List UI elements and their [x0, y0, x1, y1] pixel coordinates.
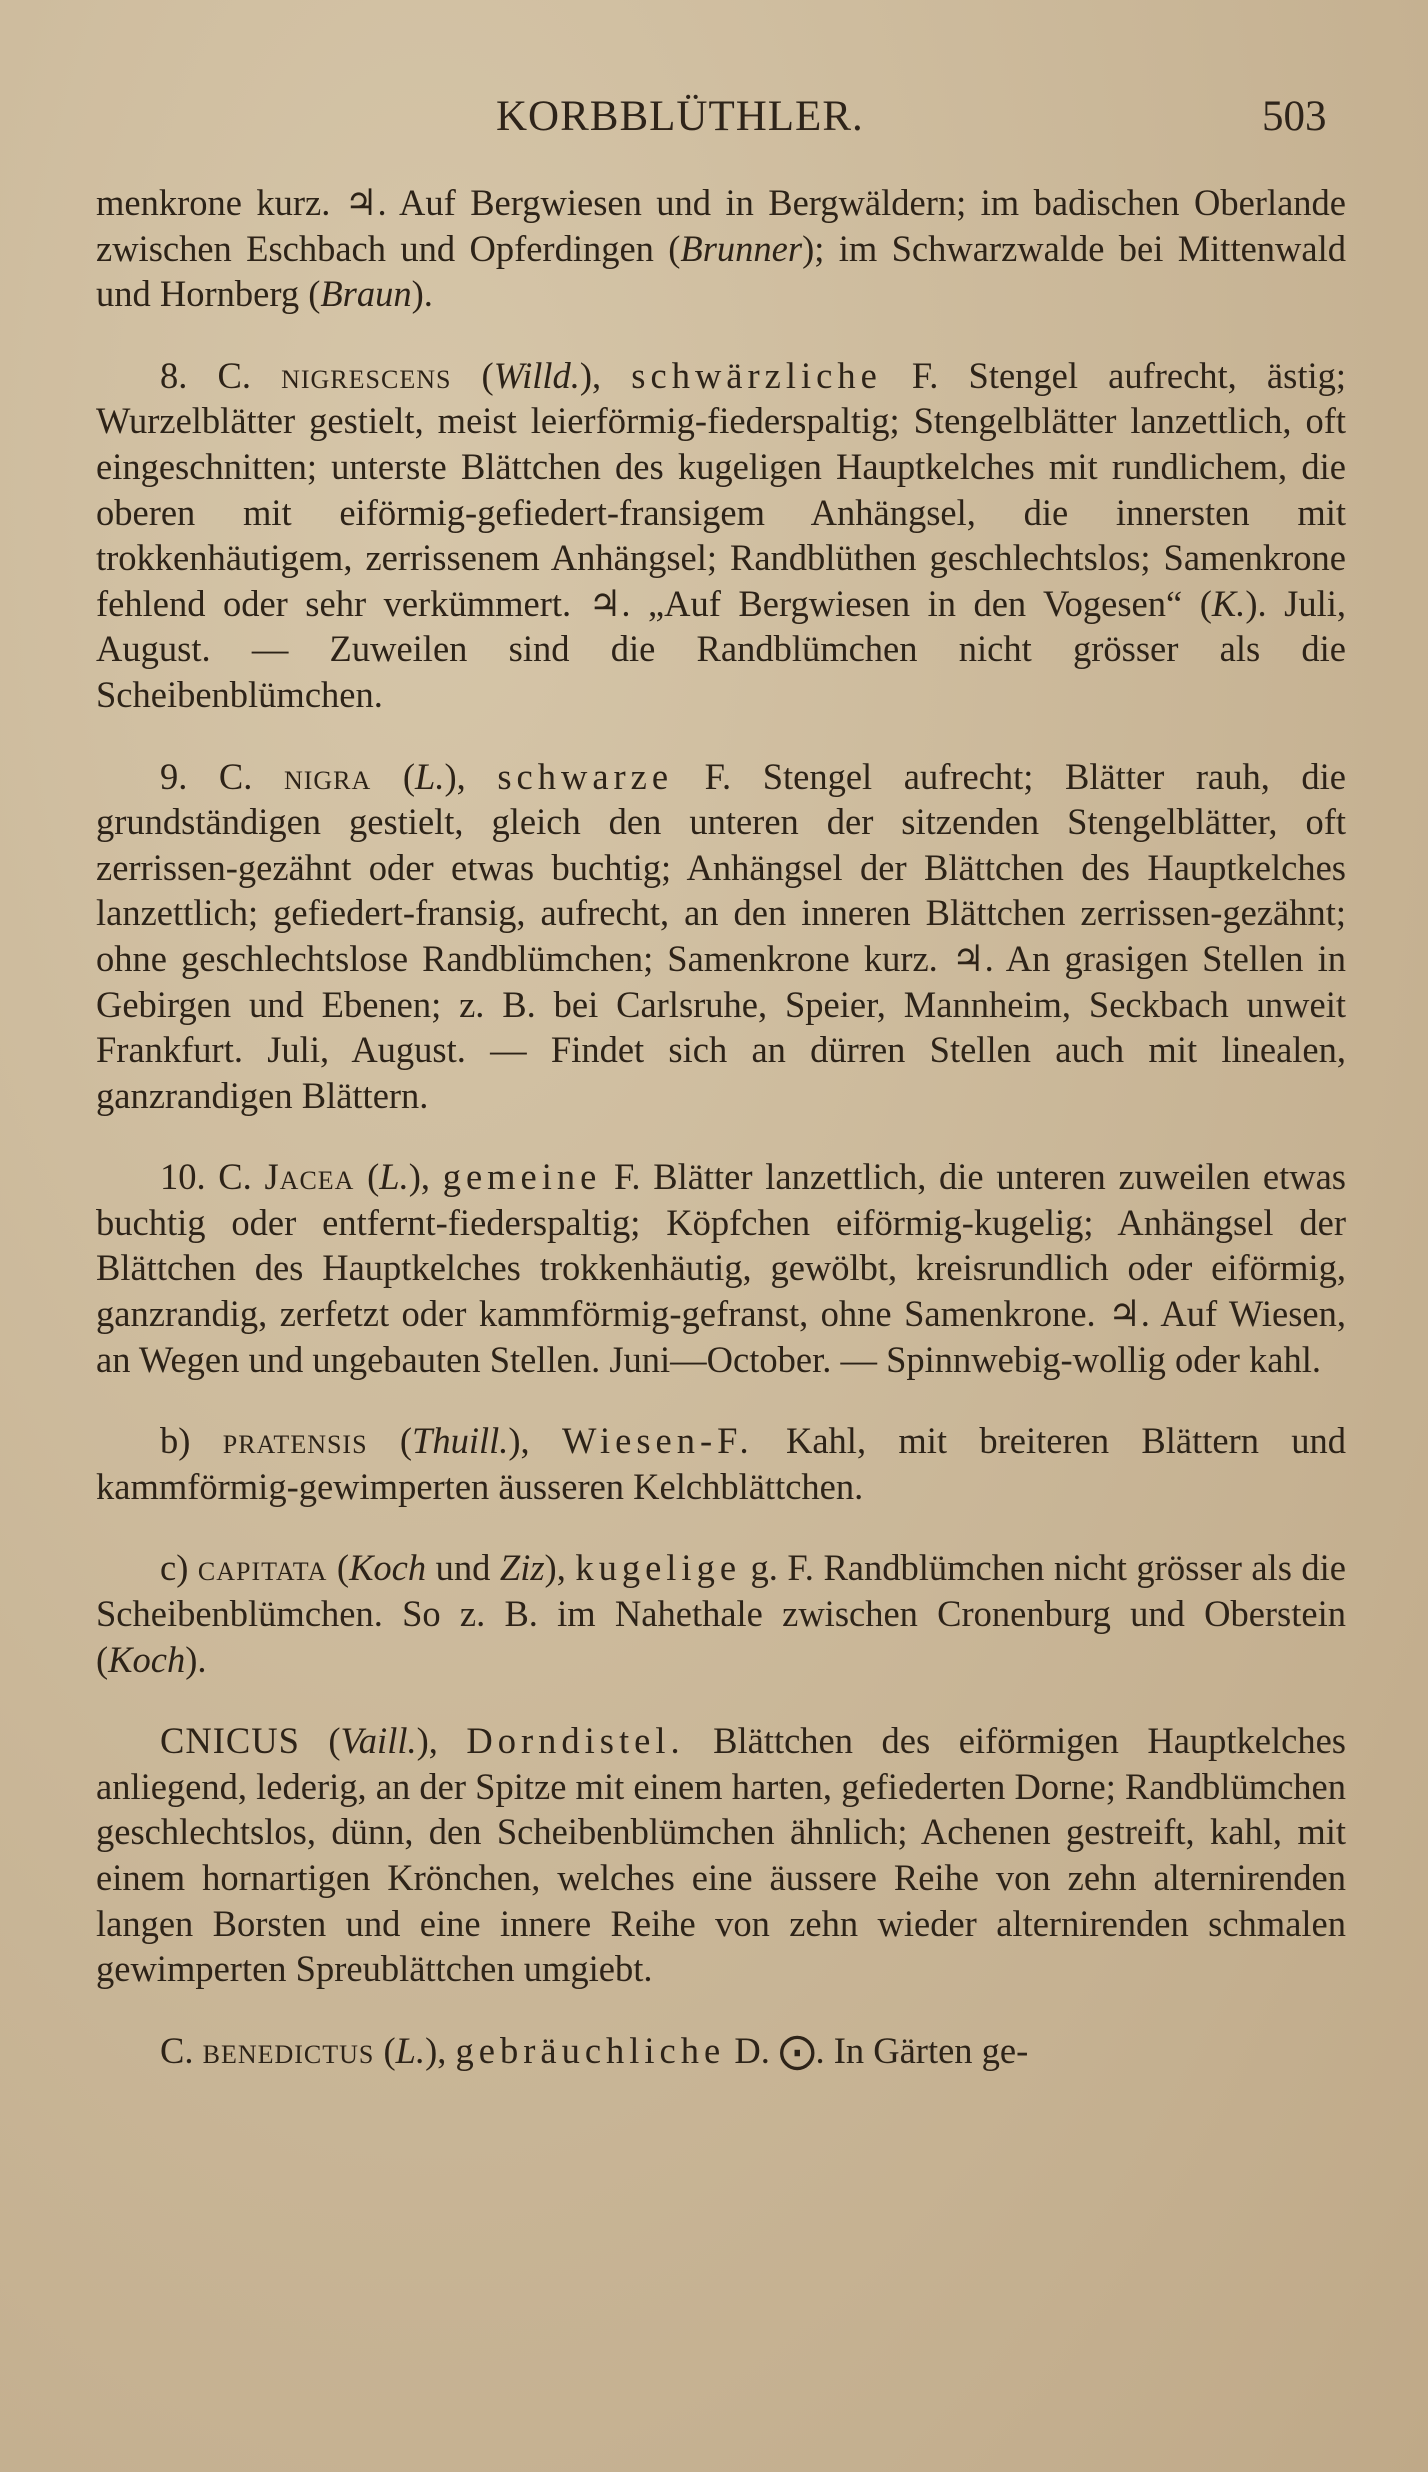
author-citation: Vaill. — [340, 1720, 417, 1762]
author-citation: L. — [379, 1156, 409, 1198]
text-run: ); im Schwarzwalde bei Mittenwald und Hornberg ( — [96, 227, 1346, 315]
running-title: KORBBLÜTHLER. — [496, 93, 864, 140]
text-run: ), — [408, 1156, 443, 1198]
species-name: benedictus — [202, 2029, 375, 2071]
species-entry-nigra — [96, 754, 1346, 1119]
page-number: 503 — [1262, 93, 1327, 140]
text-run: ( — [374, 2029, 396, 2071]
entry-number: 9. C. — [160, 755, 284, 797]
text-run: ), — [508, 1420, 563, 1462]
description-text: Blättchen des eiförmigen Hauptkelches anliegend, lederig, an der Spitze mit einem harten, gefiederten Dorne; Randblümchen geschlechtslos, dünn, den Scheibenblümchen ähnlich; Achenen gestreift, kahl, mit einem hornartigen Krönchen, welches eine äussere Reihe von zehn alternirenden langen Borsten und eine innere Reihe von zehn wieder alternirenden schmalen gewimperten Spreublättchen umgiebt. — [96, 1720, 1346, 1990]
description-text: ). Juli, August. — Zuweilen sind die Randblümchen nicht grösser als die Scheibenblümchen. — [96, 582, 1346, 715]
species-entry-benedictus — [96, 2028, 1346, 2074]
description-text: Kahl, mit breiteren Blättern und kammförmig-gewimperten äusseren Kelchblättchen. — [96, 1420, 1347, 1507]
text-run: ), — [444, 755, 498, 797]
variety-name: pratensis — [222, 1420, 368, 1462]
entry-number: 8. C. — [160, 354, 282, 396]
text-run: ( — [371, 755, 416, 797]
author-citation: K. — [1211, 582, 1246, 624]
species-name: nigra — [283, 755, 372, 797]
author-citation: L. — [415, 755, 445, 797]
species-entry-nigrescens — [96, 353, 1346, 718]
entry-number: 10. C. — [160, 1156, 265, 1198]
description-text: ). — [185, 1638, 207, 1680]
species-entry-jacea — [96, 1154, 1346, 1382]
author-citation: L. — [395, 2029, 426, 2071]
genus-name: CNICUS — [160, 1720, 300, 1762]
vernacular-name: Wiesen-F. — [562, 1420, 754, 1462]
vernacular-name: gebräuchliche — [455, 2029, 726, 2071]
variety-name: capitata — [197, 1547, 328, 1589]
entry-number: b) — [160, 1420, 223, 1462]
text-run: ), — [544, 1547, 576, 1589]
text-run: und — [426, 1547, 500, 1589]
text-run: ( — [451, 354, 494, 396]
description-text: F. Blätter lanzettlich, die unteren zuweilen etwas buchtig oder entfernt-fiederspaltig; Köpfchen eiförmig-kugelig; Anhängsel der Blättchen des Hauptkelches trokkenhäutig, gewölbt, kreisrundlich oder eiförmig, ganzrandig, zerfetzt oder kammförmig-gefranst, ohne Samenkrone. ♃. Auf Wiesen, an Wegen und ungebauten Stellen. Juni—October. — Spinnwebig-wollig oder kahl. — [96, 1156, 1346, 1380]
author-citation: Willd. — [493, 354, 580, 396]
text-run: ), — [416, 1720, 467, 1762]
text-run: ( — [354, 1156, 380, 1198]
text-run: ( — [299, 1720, 341, 1762]
body-text — [96, 180, 1346, 2073]
variety-entry-capitata — [96, 1545, 1346, 1682]
paragraph-continuation — [96, 180, 1346, 317]
author-citation: Thuill. — [412, 1420, 509, 1462]
author-citation: Koch — [108, 1638, 186, 1680]
vernacular-name: Dorndistel. — [466, 1720, 685, 1762]
page-header — [0, 92, 1428, 152]
description-text: g. F. Randblümchen nicht grösser als die Scheibenblümchen. So z. B. im Nahethale zwischen Cronenburg und Oberstein ( — [96, 1547, 1347, 1680]
description-text: D. ⨀. In Gärten ge- — [725, 2029, 1029, 2071]
author-citation: Koch — [349, 1547, 427, 1589]
text-run: ). — [411, 273, 433, 315]
text-run: menkrone kurz. ♃. Auf Bergwiesen und in Bergwäldern; im badischen Oberlande zwischen Eschbach und Opferdingen ( — [96, 182, 1346, 269]
description-text: F. Stengel aufrecht, ästig; Wurzelblätter gestielt, meist leierförmig-fiederspaltig; Stengelblätter lanzettlich, oft eingeschnitten; unterste Blättchen des kugeligen Hauptkelches mit rundlichem, die oberen mit eiförmig-gefiedert-fransigem Anhängsel, die innersten mit trokkenhäutigem, zerrissenem Anhängsel; Randblüthen geschlechtslos; Samenkrone fehlend oder sehr verkümmert. ♃. „Auf Bergwiesen in den Vogesen“ ( — [96, 354, 1346, 624]
vernacular-name: schwarze — [497, 755, 674, 797]
author-citation: Brunner — [680, 227, 803, 269]
author-citation: Ziz — [499, 1547, 545, 1589]
text-run: ( — [327, 1547, 350, 1589]
entry-number: C. — [160, 2029, 203, 2071]
description-text: F. Stengel aufrecht; Blätter rauh, die grundständigen gestielt, gleich den unteren der sitzenden Stengelblätter, oft zerrissen-gezähnt oder etwas buchtig; Anhängsel der Blättchen des Hauptkelches lanzettlich; gefiedert-fransig, aufrecht, an den inneren Blättchen zerrissen-gezähnt; ohne geschlechtslose Randblümchen; Samenkrone kurz. ♃. An grasigen Stellen in Gebirgen und Ebenen; z. B. bei Carlsruhe, Speier, Mannheim, Seckbach unweit Frankfurt. Juli, August. — Findet sich an dürren Stellen auch mit linealen, ganzrandigen Blättern. — [96, 755, 1347, 1116]
vernacular-name: kugelige — [575, 1547, 742, 1589]
variety-entry-pratensis — [96, 1418, 1346, 1509]
vernacular-name: schwärzliche — [631, 354, 882, 396]
text-run: ), — [425, 2029, 456, 2071]
genus-entry-cnicus — [96, 1718, 1346, 1992]
species-name: Jacea — [264, 1156, 355, 1198]
vernacular-name: gemeine — [442, 1156, 602, 1198]
species-name: nigrescens — [281, 354, 452, 396]
text-run: ( — [367, 1420, 413, 1462]
author-citation: Braun — [320, 273, 412, 315]
text-run: ), — [579, 354, 632, 396]
entry-number: c) — [160, 1547, 198, 1589]
